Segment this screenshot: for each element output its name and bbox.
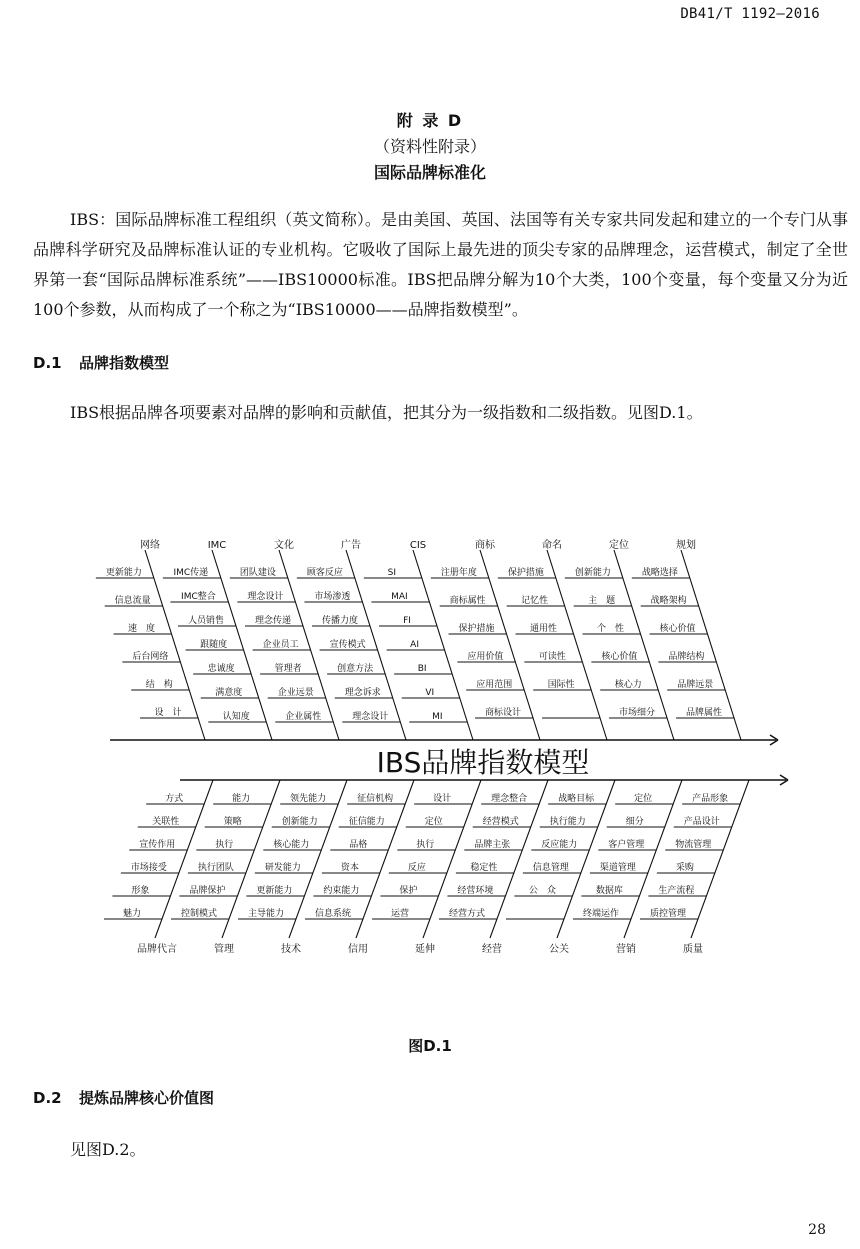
top-rib-label: 品牌属性 [686, 708, 723, 718]
bottom-rib-label: 保护 [399, 886, 418, 896]
spine-arrow-head [780, 780, 788, 785]
bottom-rib-label: 核心能力 [273, 840, 310, 850]
top-rib-label: 认知度 [222, 712, 250, 722]
bottom-bone-head: 管理 [214, 944, 234, 955]
top-bone-line [547, 550, 607, 740]
top-rib-label: 理念设计 [247, 592, 284, 602]
bottom-rib-label: 执行 [215, 840, 234, 850]
top-rib-label: 人员销售 [187, 616, 225, 626]
page-number: 28 [808, 1222, 826, 1238]
bottom-rib-label: 细分 [625, 817, 644, 827]
top-rib-label: 战略架构 [650, 596, 687, 606]
top-rib-label: 顾客反应 [306, 568, 343, 578]
bottom-rib-label: 关联性 [152, 817, 180, 827]
bottom-rib-label: 理念整合 [491, 794, 528, 804]
top-rib-label: 理念设计 [352, 712, 389, 722]
top-rib-label: 后台网络 [132, 652, 169, 662]
top-rib-label: BI [417, 664, 427, 674]
top-rib-label: 保护措施 [458, 624, 495, 634]
top-rib-label: SI [387, 568, 397, 578]
bottom-rib-label: 控制模式 [180, 909, 217, 919]
bottom-bone-head: 经营 [482, 944, 502, 955]
top-rib-label: 传播力度 [321, 616, 359, 626]
top-rib-label: 市场渗透 [314, 592, 351, 602]
bottom-rib-label: 战略目标 [558, 794, 595, 804]
section1-paragraph: IBS根据品牌各项要素对品牌的影响和贡献值，把其分为一级指数和二级指数。见图D.1。 [70, 403, 703, 422]
bottom-rib-label: 经营模式 [482, 817, 519, 827]
bottom-rib-label: 稳定性 [470, 863, 498, 873]
top-rib-label: 创新能力 [574, 568, 611, 578]
top-bone-head: 定位 [609, 540, 629, 551]
bottom-rib-label: 魅力 [122, 909, 141, 919]
bottom-bone-head: 技术 [281, 944, 301, 955]
bottom-rib-label: 更新能力 [256, 886, 293, 896]
top-rib-label: 管理者 [274, 664, 302, 674]
top-rib-label: 忠诚度 [207, 664, 235, 674]
top-bone-head: 规划 [676, 540, 696, 551]
top-rib-label: 宣传模式 [329, 640, 366, 650]
bottom-bone-head: 品牌代言 [137, 944, 177, 955]
bottom-rib-label: 创新能力 [281, 817, 318, 827]
bottom-rib-label: 品牌主张 [474, 840, 511, 850]
bottom-rib-label: 宣传作用 [139, 840, 176, 850]
bottom-rib-label: 征信机构 [357, 794, 394, 804]
bottom-rib-label: 市场接受 [130, 863, 167, 873]
top-rib-label: MI [432, 712, 443, 722]
bottom-rib-label: 执行 [416, 840, 435, 850]
top-rib-label: 理念传递 [254, 616, 292, 626]
bottom-rib-label: 物流管理 [675, 840, 712, 850]
section-number: D.1 [33, 354, 62, 372]
top-rib-label: 商标属性 [449, 596, 486, 606]
bottom-rib-label: 方式 [165, 794, 184, 804]
top-rib-label: 战略选择 [641, 568, 678, 578]
bottom-rib-label: 经营环境 [457, 886, 494, 896]
spine-arrow-head [770, 740, 778, 745]
section-heading-d2 [33, 1087, 214, 1108]
bottom-rib-label: 产品形象 [692, 794, 729, 804]
top-rib-label: IMC传递 [173, 568, 209, 578]
top-bone-head: 网络 [140, 540, 160, 551]
top-rib-label: 记忆性 [521, 596, 549, 606]
bottom-rib-label: 主导能力 [247, 909, 284, 919]
top-bone-head: 商标 [475, 540, 495, 551]
top-bone-head: 文化 [274, 540, 294, 551]
spine-arrow-head [770, 735, 778, 740]
bottom-rib-label: 资本 [340, 863, 359, 873]
bottom-rib-label: 执行能力 [549, 817, 586, 827]
bottom-rib-label: 能力 [232, 794, 251, 804]
top-rib-label: VI [425, 688, 435, 698]
top-rib-label: 企业员工 [262, 640, 299, 650]
bottom-rib-label: 执行团队 [197, 863, 234, 873]
top-bone-head: 广告 [341, 540, 361, 551]
bottom-rib-label: 生产流程 [658, 886, 695, 896]
bottom-rib-label: 公 众 [528, 886, 556, 896]
bottom-bone-head: 营销 [616, 944, 636, 955]
top-rib-label: 跟随度 [200, 640, 228, 650]
bottom-bone-head: 延伸 [415, 944, 435, 955]
bottom-rib-label: 反应 [407, 863, 426, 873]
bottom-rib-label: 终端运作 [582, 909, 619, 919]
bottom-rib-label: 领先能力 [290, 794, 327, 804]
top-rib-label: 可读性 [538, 652, 566, 662]
top-bone-head: IMC [207, 540, 227, 551]
bottom-rib-label: 征信能力 [348, 817, 385, 827]
top-rib-label: 保护措施 [507, 568, 544, 578]
section-number: D.2 [33, 1089, 62, 1107]
bottom-rib-label: 客户管理 [608, 840, 645, 850]
top-bone-head: 命名 [542, 540, 562, 551]
top-rib-label: IMC整合 [181, 592, 216, 602]
appendix-label: 附 录 D [396, 111, 464, 130]
top-rib-label: 结 构 [145, 680, 173, 690]
top-rib-label: 国际性 [547, 680, 575, 690]
bottom-rib-label: 信息管理 [532, 863, 569, 873]
bottom-bone-head: 信用 [348, 944, 368, 955]
top-rib-label: 设 计 [154, 708, 182, 718]
bottom-rib-label: 渠道管理 [599, 863, 636, 873]
top-rib-label: 速 度 [128, 624, 156, 634]
top-rib-label: 市场细分 [619, 708, 656, 718]
bottom-rib-label: 质控管理 [649, 909, 686, 919]
top-rib-label: 核心价值 [659, 624, 696, 634]
top-bone-head: CIS [409, 540, 427, 551]
top-rib-label: 理念诉求 [344, 688, 381, 698]
top-rib-label: 通用性 [530, 624, 558, 634]
section2-paragraph: 见图D.2。 [70, 1140, 146, 1159]
appendix-title: 国际品牌标准化 [373, 163, 486, 182]
bottom-rib-label: 形象 [131, 886, 150, 896]
top-rib-label: 核心价值 [601, 652, 638, 662]
spine-arrow-head [780, 775, 788, 780]
top-rib-label: 品牌远景 [677, 680, 714, 690]
section-heading-d1 [33, 352, 169, 373]
top-rib-label: AI [410, 640, 419, 650]
top-rib-label: 团队建设 [239, 568, 276, 578]
top-rib-label: 创意方法 [337, 664, 374, 674]
intro-paragraph: IBS：国际品牌标准工程组织（英文简称）。是由美国、英国、法国等有关专家共同发起和建立的一个专门从事品牌科学研究及品牌标准认证的专业机构。它吸收了国际上最先进的顶尖专家的品牌理念，运营模式，制定了全世界第一套“国际品牌标准系统”——IBS10000标准。IBS把品牌分解为10个大类，100个变量，每个变量又分为近100个参数，从而构成了一个称之为“IBS10000——品牌指数模型”。 [33, 210, 848, 319]
top-rib-label: 满意度 [215, 688, 243, 698]
bottom-rib-label: 品格 [349, 840, 368, 850]
bottom-rib-label: 定位 [634, 794, 653, 804]
document-code: DB41/T 1192—2016 [680, 6, 820, 22]
top-rib-label: 企业属性 [285, 712, 322, 722]
top-rib-label: 个 性 [597, 624, 625, 634]
figure-caption: 图D.1 [408, 1037, 452, 1055]
bottom-rib-label: 研发能力 [264, 863, 301, 873]
bottom-rib-label: 反应能力 [541, 840, 578, 850]
bottom-rib-label: 数据库 [595, 886, 623, 896]
bottom-rib-label: 品牌保护 [189, 886, 226, 896]
top-rib-label: 企业远景 [277, 688, 314, 698]
top-rib-label: FI [403, 616, 411, 626]
top-rib-label: 信息流量 [114, 596, 151, 606]
top-rib-label: 更新能力 [105, 568, 142, 578]
bottom-rib-label: 运营 [390, 909, 409, 919]
top-rib-label: 核心力 [614, 680, 642, 690]
section-title: 品牌指数模型 [79, 354, 170, 372]
bottom-rib-label: 约束能力 [323, 886, 360, 896]
top-rib-label: 应用价值 [467, 652, 504, 662]
diagram-title: IBS品牌指数模型 [376, 746, 590, 779]
bottom-rib-label: 信息系统 [314, 909, 351, 919]
bottom-rib-label: 经营方式 [448, 909, 485, 919]
top-rib-label: 商标设计 [485, 708, 522, 718]
top-rib-label: 主 题 [588, 596, 616, 606]
bottom-rib-label: 产品设计 [683, 817, 720, 827]
bottom-rib-label: 策略 [223, 817, 242, 827]
bottom-bone-head: 质量 [683, 944, 703, 955]
bottom-rib-label: 采购 [675, 863, 694, 873]
appendix-type: （资料性附录） [373, 137, 486, 156]
top-rib-label: 应用范围 [476, 680, 513, 690]
fishbone-diagram [0, 520, 860, 965]
top-rib-label: MAI [391, 592, 408, 602]
bottom-rib-label: 定位 [424, 817, 443, 827]
bottom-rib-label: 设计 [433, 794, 452, 804]
top-rib-label: 注册年度 [440, 568, 477, 578]
bottom-bone-head: 公关 [549, 944, 569, 955]
top-bone-line [413, 550, 473, 740]
section-title: 提炼品牌核心价值图 [79, 1089, 215, 1107]
top-rib-label: 品牌结构 [668, 652, 705, 662]
